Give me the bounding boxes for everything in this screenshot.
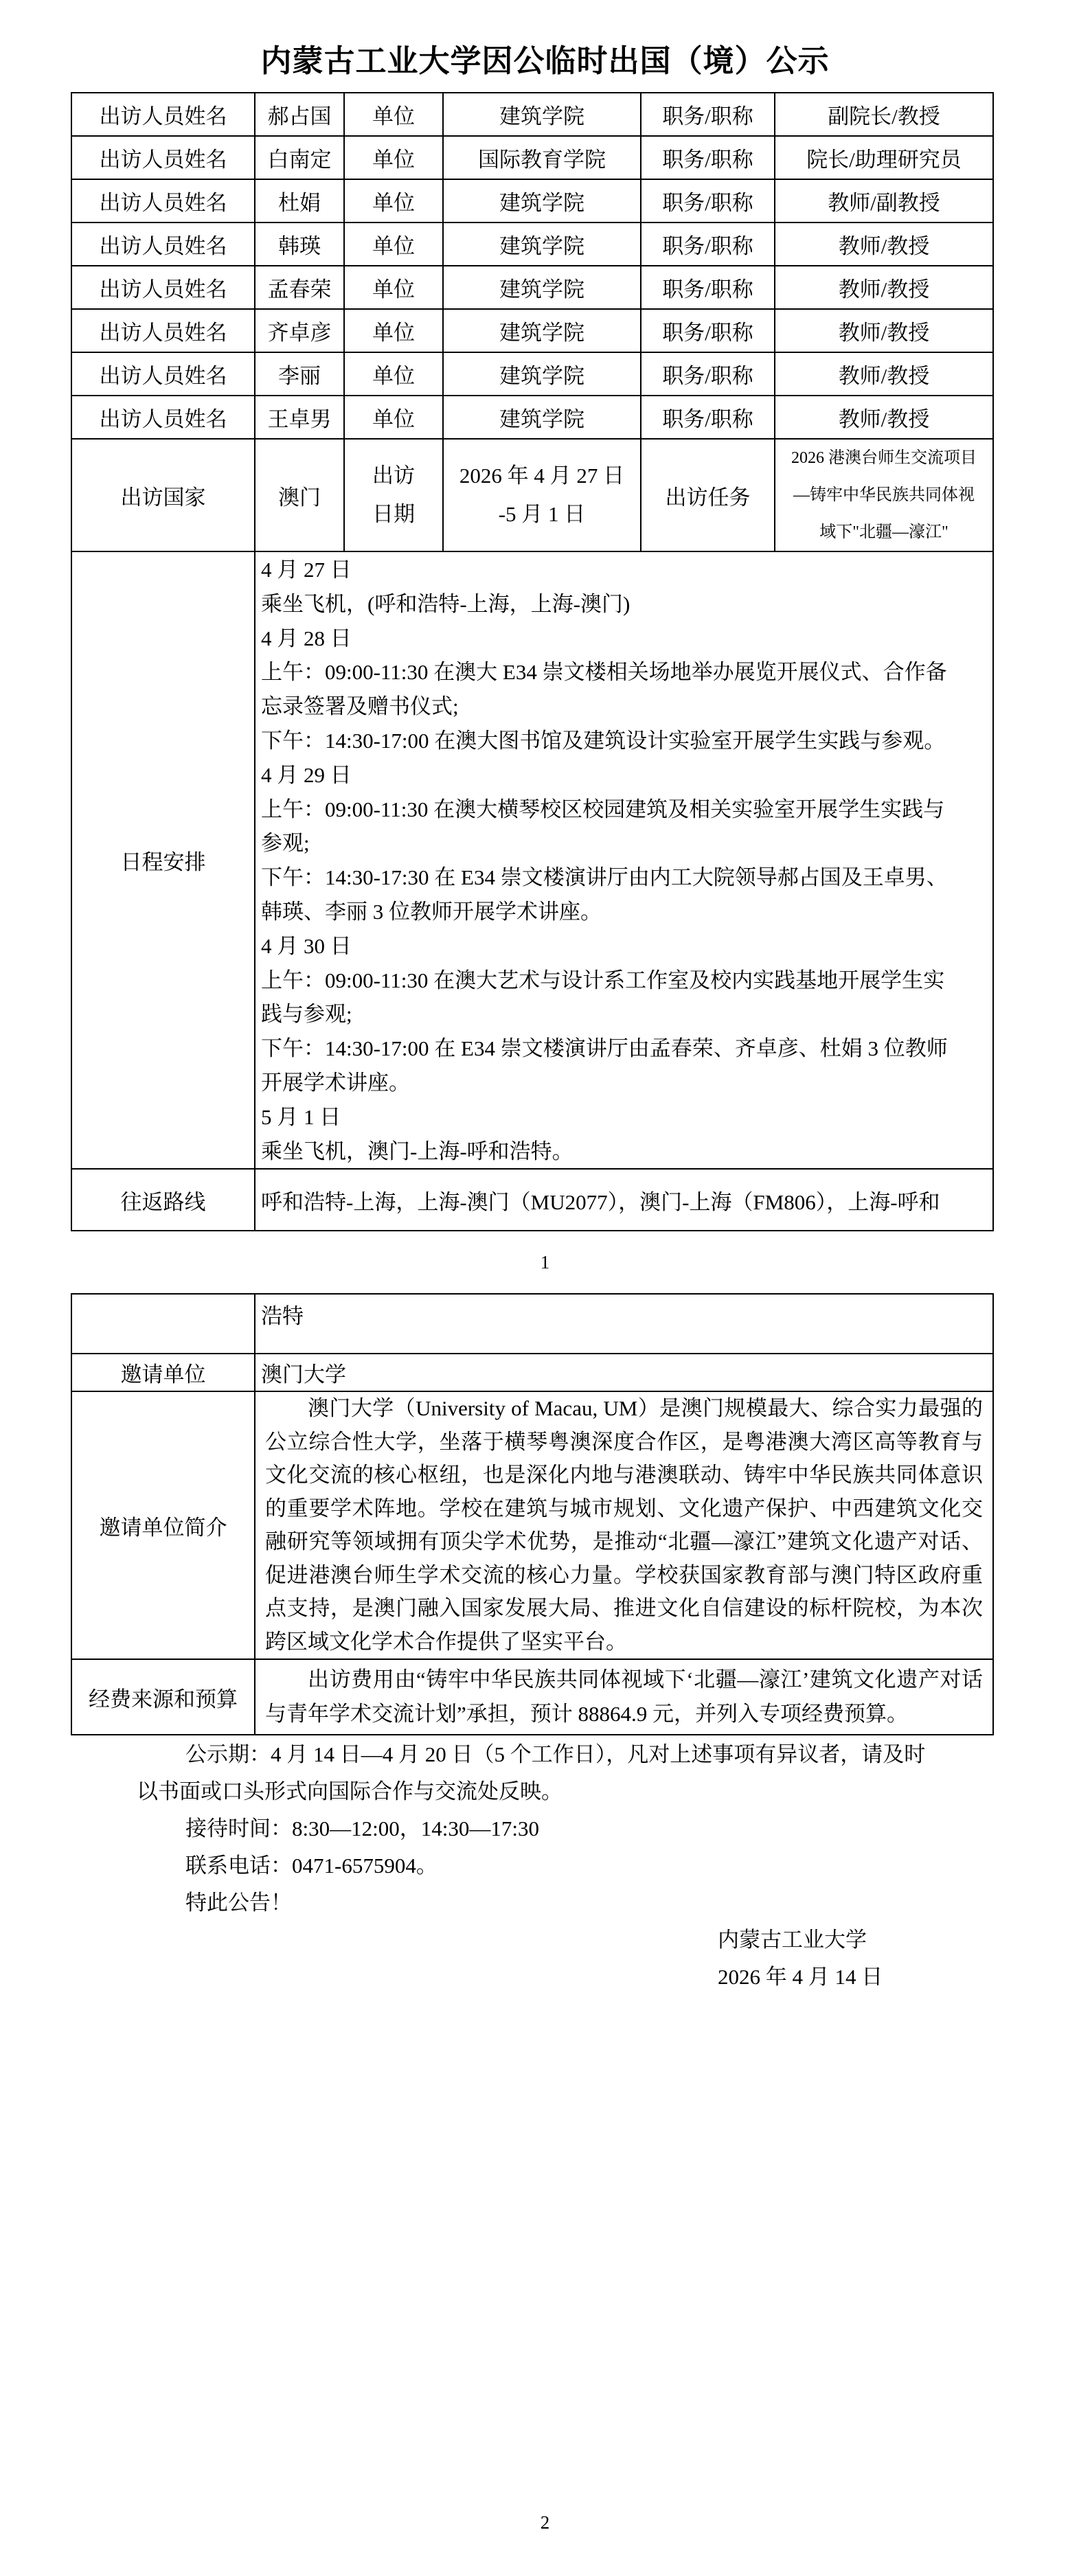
member-name-label: 出访人员姓名: [71, 223, 255, 266]
member-row: [71, 93, 993, 136]
schedule-content: [255, 551, 993, 1169]
page-number-2: 2: [540, 2512, 550, 2533]
member-position-label: 职务/职称: [641, 396, 775, 439]
member-unit-label: 单位: [344, 223, 443, 266]
mission-label: 出访任务: [641, 439, 775, 551]
member-unit-label: 单位: [344, 309, 443, 352]
route-value: 呼和浩特-上海，上海-澳门（MU2077），澳门-上海（FM806），上海-呼和: [255, 1169, 993, 1231]
member-position-label: 职务/职称: [641, 352, 775, 396]
schedule-line: 上午：09:00-11:30 在澳大艺术与设计系工作室及校内实践基地开展学生实: [261, 968, 945, 992]
member-unit-label: 单位: [344, 352, 443, 396]
member-name: 韩瑛: [255, 223, 344, 266]
schedule-line: 韩瑛、李丽 3 位教师开展学术讲座。: [261, 899, 602, 924]
schedule-line: 5 月 1 日: [261, 1104, 341, 1129]
schedule-line: 4 月 28 日: [261, 626, 352, 650]
member-name-label: 出访人员姓名: [71, 179, 255, 223]
inviter-intro-label: 邀请单位简介: [71, 1391, 255, 1659]
member-name: 郝占国: [255, 93, 344, 136]
member-position: 教师/教授: [775, 266, 993, 309]
mission-line3: 域下"北疆—濠江": [819, 523, 949, 541]
member-rows: [71, 93, 993, 439]
funding-row: [71, 1659, 993, 1735]
schedule-line: 践与参观;: [261, 1002, 352, 1027]
schedule-line: 上午：09:00-11:30 在澳大 E34 崇文楼相关场地举办展览开展仪式、合作备: [261, 660, 947, 685]
member-unit-label: 单位: [344, 396, 443, 439]
schedule-line: 下午：14:30-17:00 在 E34 崇文楼演讲厅由孟春荣、齐卓彦、杜娟 3 位教师: [261, 1036, 948, 1061]
member-unit: 建筑学院: [443, 309, 641, 352]
route-continuation-label-empty: [71, 1294, 255, 1354]
mission-line2: —铸牢中华民族共同体视: [793, 486, 975, 504]
member-unit-label: 单位: [344, 93, 443, 136]
inviter-intro-text: 澳门大学（University of Macau, UM）是澳门规模最大、综合实力最强的公立综合性大学，坐落于横琴粤澳深度合作区，是粤港澳大湾区高等教育与文化交流的核心枢纽，也是深化内地与港澳联动、铸牢中华民族共同体意识的重要学术阵地。学校在建筑与城市规划、文化遗产保护、中西建筑文化交融研究等领域拥有顶尖学术优势，是推动“北疆—濠江”建筑文化遗产对话、促进港澳台师生学术交流的核心力量。学校获国家教育部与澳门特区政府重点支持，是澳门融入国家发展大局、推进文化自信建设的标杆院校，为本次跨区域文化学术合作提供了坚实平台。: [255, 1391, 993, 1659]
member-position: 教师/教授: [775, 396, 993, 439]
member-row: [71, 136, 993, 179]
member-row: [71, 309, 993, 352]
route-label: 往返路线: [71, 1169, 255, 1231]
member-name-label: 出访人员姓名: [71, 266, 255, 309]
inviter-intro-row: [71, 1391, 993, 1659]
route-continuation-row: [71, 1294, 993, 1354]
member-name: 齐卓彦: [255, 309, 344, 352]
member-name: 杜娟: [255, 179, 344, 223]
member-name-label: 出访人员姓名: [71, 93, 255, 136]
dates-value: [443, 439, 641, 551]
member-unit: 建筑学院: [443, 223, 641, 266]
signature-org: 内蒙古工业大学: [718, 1928, 867, 1952]
member-unit-label: 单位: [344, 136, 443, 179]
inviter-label: 邀请单位: [71, 1354, 255, 1391]
page-number-1: 1: [540, 1252, 550, 1273]
dates-label: [344, 439, 443, 551]
member-position-label: 职务/职称: [641, 93, 775, 136]
member-unit: 建筑学院: [443, 266, 641, 309]
schedule-line: 乘坐飞机，(呼和浩特-上海，上海-澳门): [261, 591, 631, 616]
inviter-row: [71, 1354, 993, 1391]
member-position: 教师/教授: [775, 352, 993, 396]
member-unit-label: 单位: [344, 266, 443, 309]
member-name: 王卓男: [255, 396, 344, 439]
contact-phone: 联系电话：0471-6575904。: [185, 1854, 438, 1878]
member-name-label: 出访人员姓名: [71, 309, 255, 352]
trip-info-table: [71, 92, 994, 1231]
schedule-line: 乘坐飞机，澳门-上海-呼和浩特。: [261, 1139, 574, 1163]
member-row: [71, 266, 993, 309]
member-name-label: 出访人员姓名: [71, 396, 255, 439]
member-position-label: 职务/职称: [641, 309, 775, 352]
schedule-line: 忘录签署及赠书仪式;: [261, 694, 459, 719]
member-position-label: 职务/职称: [641, 179, 775, 223]
dates-value-line2: -5 月 1 日: [498, 502, 586, 526]
mission-line1: 2026 港澳台师生交流项目: [791, 449, 977, 467]
schedule-label: 日程安排: [71, 551, 255, 1169]
member-unit: 建筑学院: [443, 352, 641, 396]
reception-time: 接待时间：8:30—12:00，14:30—17:30: [185, 1816, 539, 1840]
member-row: [71, 352, 993, 396]
member-name-label: 出访人员姓名: [71, 136, 255, 179]
schedule-lines: [256, 552, 992, 1168]
route-continuation-value: 浩特: [255, 1294, 993, 1354]
member-unit-label: 单位: [344, 179, 443, 223]
member-unit: 国际教育学院: [443, 136, 641, 179]
schedule-row: [71, 551, 993, 1169]
member-position: 教师/教授: [775, 223, 993, 266]
member-row: [71, 179, 993, 223]
member-name: 孟春荣: [255, 266, 344, 309]
dates-label-line1: 出访: [372, 464, 415, 488]
funding-text: 出访费用由“铸牢中华民族共同体视域下‘北疆—濠江’建筑文化遗产对话与青年学术交流计划”承担，预计 88864.9 元，并列入专项经费预算。: [255, 1659, 993, 1735]
schedule-line: 下午：14:30-17:00 在澳大图书馆及建筑设计实验室开展学生实践与参观。: [261, 728, 946, 753]
route-row: [71, 1169, 993, 1231]
member-position-label: 职务/职称: [641, 266, 775, 309]
member-position: 院长/助理研究员: [775, 136, 993, 179]
announcement: 特此公告！: [185, 1891, 292, 1915]
dates-value-line1: 2026 年 4 月 27 日: [459, 464, 625, 488]
schedule-line: 下午：14:30-17:30 在 E34 崇文楼演讲厅由内工大院领导郝占国及王卓男、: [261, 865, 948, 890]
member-unit: 建筑学院: [443, 179, 641, 223]
member-position: 教师/教授: [775, 309, 993, 352]
country-label: 出访国家: [71, 439, 255, 551]
member-unit: 建筑学院: [443, 396, 641, 439]
notice-period-line2: 以书面或口头形式向国际合作与交流处反映。: [137, 1779, 563, 1803]
page-title: 内蒙古工业大学因公临时出国（境）公示: [260, 44, 830, 78]
country-value: 澳门: [255, 439, 344, 551]
member-name: 白南定: [255, 136, 344, 179]
notice-period-line1: 公示期：4 月 14 日—4 月 20 日（5 个工作日），凡对上述事项有异议者，请及时: [185, 1742, 926, 1766]
mission-value: [775, 439, 993, 551]
footer-block: [137, 1736, 994, 1996]
member-position: 副院长/教授: [775, 93, 993, 136]
member-position-label: 职务/职称: [641, 223, 775, 266]
schedule-line: 4 月 27 日: [261, 558, 352, 582]
inviter-value: 澳门大学: [255, 1354, 993, 1391]
member-name: 李丽: [255, 352, 344, 396]
country-row: [71, 439, 993, 551]
dates-label-line2: 日期: [372, 502, 415, 526]
member-position: 教师/副教授: [775, 179, 993, 223]
schedule-line: 开展学术讲座。: [261, 1070, 410, 1095]
funding-label: 经费来源和预算: [71, 1659, 255, 1735]
schedule-line: 4 月 29 日: [261, 762, 352, 787]
schedule-line: 参观;: [261, 831, 310, 856]
member-row: [71, 223, 993, 266]
schedule-line: 上午：09:00-11:30 在澳大横琴校区校园建筑及相关实验室开展学生实践与: [261, 797, 945, 821]
member-row: [71, 396, 993, 439]
signature-date: 2026 年 4 月 14 日: [718, 1965, 883, 1989]
inviter-table: [71, 1293, 994, 1735]
schedule-line: 4 月 30 日: [261, 933, 352, 958]
member-name-label: 出访人员姓名: [71, 352, 255, 396]
member-position-label: 职务/职称: [641, 136, 775, 179]
member-unit: 建筑学院: [443, 93, 641, 136]
